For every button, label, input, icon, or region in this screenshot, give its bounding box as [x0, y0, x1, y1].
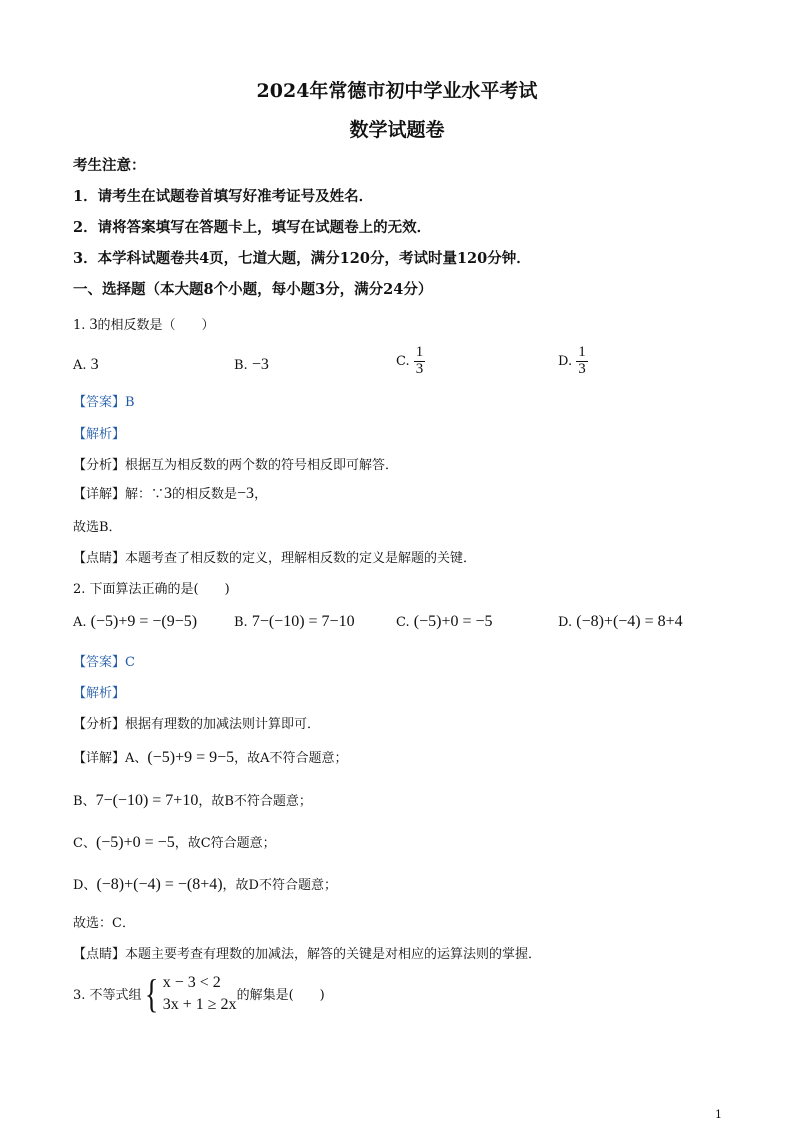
- q1-choose: 故选B．: [73, 520, 122, 535]
- question-1-stem: [73, 314, 215, 334]
- section-heading: 一、选择题（本大题8个小题，每小题3分，满分24分）: [73, 281, 433, 298]
- q2-analysis-label: 【解析】: [73, 686, 126, 701]
- question-3-stem: 3. 不等式组 { x − 3 < 2 3x + 1 ≥ 2x 的解集是( ): [73, 970, 325, 1016]
- q1-option-d: D. $\frac{1}{3}$: [558, 344, 586, 377]
- q2-option-a: A. (−5)+9 = −(9−5): [73, 613, 198, 630]
- question-2-stem: 2. 下面算法正确的是( ): [73, 582, 230, 597]
- math-term: 3: [89, 316, 98, 333]
- inequality-system: { x − 3 < 2 3x + 1 ≥ 2x: [144, 970, 237, 1016]
- q2-option-d: D. (−8)+(−4) = 8+4: [558, 613, 683, 630]
- fraction: $\frac{1}{3}$: [415, 344, 424, 377]
- q2-choose: 故选：C．: [73, 916, 135, 931]
- fraction: $\frac{1}{3}$: [578, 344, 586, 377]
- q2-answer: 【答案】C: [73, 655, 135, 670]
- q1-option-b: B. −3: [234, 356, 269, 373]
- page-number: 1: [715, 1108, 722, 1121]
- q2-detail-c: C、(−5)+0 = −5，故C符合题意；: [73, 834, 276, 851]
- page-subtitle: 数学试题卷: [349, 119, 445, 141]
- q2-detail-b: B、7−(−10) = 7+10，故B不符合题意；: [73, 792, 312, 809]
- q2-analysis: 【分析】根据有理数的加减法则计算即可．: [73, 717, 321, 732]
- q2-option-b: B. 7−(−10) = 7−10: [234, 613, 355, 630]
- notice-heading: 考生注意：: [73, 157, 146, 174]
- question-text: 的相反数是（ ）: [97, 318, 215, 333]
- q1-option-a: A. 3: [73, 356, 99, 373]
- q1-answer: 【答案】B: [73, 395, 135, 410]
- q2-detail-d: D、(−8)+(−4) = −(8+4)，故D不符合题意；: [73, 876, 337, 893]
- q1-comment: 【点睛】本题考查了相反数的定义，理解相反数的定义是解题的关键．: [73, 551, 477, 566]
- notice-item-3: 3．本学科试题卷共4页，七道大题，满分120分，考试时量120分钟．: [73, 250, 531, 267]
- page-title: 2024年常德市初中学业水平考试: [256, 80, 538, 102]
- q1-option-c: C. $\frac{1}{3}$: [396, 344, 424, 377]
- q2-detail-a: 【详解】A、(−5)+9 = 9−5，故A不符合题意；: [73, 749, 348, 766]
- notice-item-2: 2．请将答案填写在答题卡上，填写在试题卷上的无效．: [73, 219, 432, 236]
- notice-item-1: 1．请考生在试题卷首填写好准考证号及姓名．: [73, 188, 374, 205]
- q2-option-c: C. (−5)+0 = −5: [396, 613, 493, 630]
- q1-analysis: 【分析】根据互为相反数的两个数的符号相反即可解答．: [73, 458, 399, 473]
- question-number: 1.: [73, 318, 86, 333]
- q1-detail: 【详解】解：∵3的相反数是−3，: [73, 485, 268, 502]
- q1-analysis-label: 【解析】: [73, 427, 126, 442]
- q2-comment: 【点睛】本题主要考查有理数的加减法，解答的关键是对相应的运算法则的掌握．: [73, 947, 542, 962]
